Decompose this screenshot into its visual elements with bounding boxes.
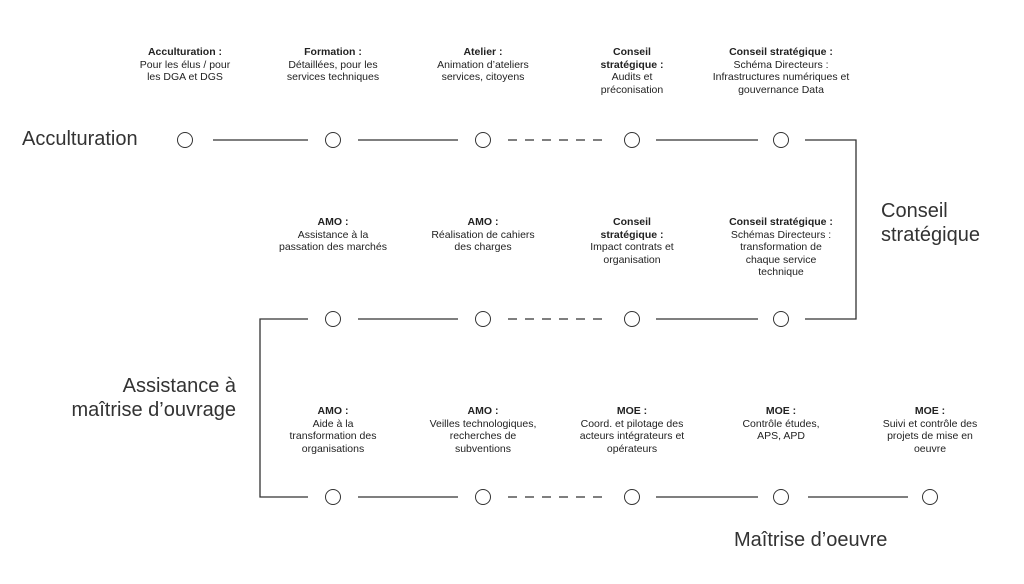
step-desc-line: préconisation [600,83,664,96]
step-desc-line: Schémas Directeurs : [730,228,832,241]
step-desc-line: technique [758,266,804,278]
step-label [701,405,861,443]
timeline-node [773,311,789,327]
step-desc-line: Audits et [611,71,653,83]
timeline-node [475,132,491,148]
step-title: AMO : [467,216,499,228]
step-label [253,405,413,455]
step-desc-line: Coord. et pilotage des [580,417,684,430]
phase-label-line: stratégique [881,224,980,246]
step-desc-line: services, citoyens [441,71,525,83]
timeline-node [624,132,640,148]
step-label [403,405,563,455]
phase-label-line: Assistance à [122,375,236,397]
step-label [552,46,712,96]
phase-label-amo [50,374,236,422]
step-desc-line: Impact contrats et [590,241,674,253]
step-title: Acculturation : [147,46,223,58]
step-desc-line: organisation [603,253,661,266]
step-title: Atelier : [463,46,503,58]
step-label [105,46,265,84]
step-desc-line: recherches de [449,430,517,442]
step-title: Conseil [613,46,651,58]
step-desc-line: les DGA et DGS [147,71,223,83]
step-label [253,216,413,254]
step-desc-line: Pour les élus / pour [139,58,231,71]
timeline-node [325,489,341,505]
step-title: AMO : [467,405,499,417]
step-desc-line: gouvernance Data [738,83,824,96]
timeline-node [475,311,491,327]
timeline-node [177,132,193,148]
step-desc-line: oeuvre [913,442,947,455]
step-desc-line: projets de mise en [887,430,973,442]
step-title: Conseil stratégique : [729,46,833,58]
phase-label-line: Conseil [881,200,948,222]
timeline-node [624,489,640,505]
timeline-node [773,489,789,505]
step-desc-line: transformation de [740,241,822,253]
step-desc-line: des charges [454,241,512,253]
step-desc-line: chaque service [745,253,817,266]
timeline-node [922,489,938,505]
step-label [552,216,712,266]
step-title: MOE : [765,405,797,417]
step-desc-line: organisations [301,442,365,455]
step-title: MOE : [914,405,946,417]
step-title: AMO : [317,405,349,417]
step-desc-line: transformation des [289,430,377,442]
step-title: MOE : [616,405,648,417]
step-desc-line: passation des marchés [279,241,387,253]
timeline-node [325,132,341,148]
step-desc-line: Schéma Directeurs : [733,58,829,71]
timeline-node [475,489,491,505]
step-desc-line: services techniques [286,71,380,83]
step-title: AMO : [317,216,349,228]
step-label [696,46,866,96]
step-desc-line: Veilles technologiques, [429,417,537,430]
step-title: stratégique : [600,58,664,71]
phase-label-acculturation: Acculturation [22,128,138,150]
phase-label-conseil-strategique [881,199,980,247]
step-label [253,46,413,84]
step-desc-line: Contrôle études, [742,417,820,430]
step-title: Formation : [304,46,362,58]
step-desc-line: Aide à la [312,417,354,430]
step-title: Conseil [613,216,651,228]
phase-label-line: maîtrise d’ouvrage [71,399,236,421]
step-desc-line: acteurs intégrateurs et [579,430,685,442]
step-title: Conseil stratégique : [729,216,833,228]
step-desc-line: opérateurs [606,442,658,455]
step-desc-line: APS, APD [757,430,805,442]
step-desc-line: Assistance à la [297,228,369,241]
step-desc-line: Infrastructures numériques et [712,71,850,83]
step-desc-line: Détaillées, pour les [288,58,378,71]
step-label [403,216,563,254]
step-desc-line: subventions [454,442,512,455]
timeline-node [325,311,341,327]
step-desc-line: Animation d’ateliers [437,58,529,71]
step-label [855,405,1005,455]
step-label [696,216,866,279]
step-desc-line: Réalisation de cahiers [431,228,535,241]
step-desc-line: Suivi et contrôle des [882,417,978,430]
timeline-node [624,311,640,327]
timeline-node [773,132,789,148]
step-label [552,405,712,455]
phase-label-moe: Maîtrise d’oeuvre [734,529,888,551]
step-label [403,46,563,84]
step-title: stratégique : [600,228,664,241]
